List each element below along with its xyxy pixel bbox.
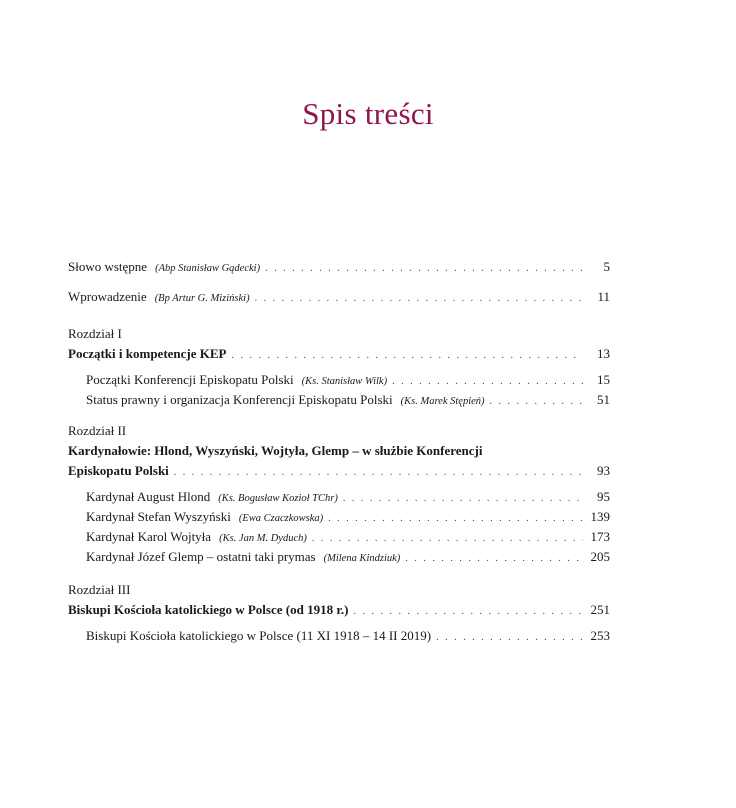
toc-entry-slowo-wstepne[interactable] <box>68 257 610 277</box>
chapter-label: Rozdział II <box>68 423 127 438</box>
dot-leader <box>328 509 583 529</box>
chapter-page-number: 93 <box>597 463 610 478</box>
entry-page-number: 139 <box>590 509 610 524</box>
dot-leader <box>343 489 583 509</box>
dot-leader <box>265 259 583 279</box>
dot-leader <box>255 289 583 309</box>
toc-chapter-2[interactable] <box>68 461 610 481</box>
entry-title: Kardynał Józef Glemp – ostatni taki prymas <box>86 549 316 564</box>
entry-title: Kardynał August Hlond <box>86 489 211 504</box>
entry-page-number: 51 <box>597 392 610 407</box>
toc-chapter-1[interactable] <box>68 344 610 364</box>
chapter-title: Biskupi Kościoła katolickiego w Polsce (od 1918 r.) <box>68 602 349 617</box>
chapter-label: Rozdział III <box>68 582 131 597</box>
entry-author: (Ks. Jan M. Dyduch) <box>219 533 307 544</box>
entry-title: Kardynał Stefan Wyszyński <box>86 509 231 524</box>
entry-title: Początki Konferencji Episkopatu Polski <box>86 372 294 387</box>
dot-leader <box>174 463 583 483</box>
entry-page-number: 205 <box>590 549 610 564</box>
dot-leader <box>436 628 583 648</box>
dot-leader <box>232 346 584 366</box>
entry-title: Biskupi Kościoła katolickiego w Polsce (11 XI 1918 – 14 II 2019) <box>86 628 432 643</box>
entry-author: (Abp Stanisław Gądecki) <box>155 263 261 274</box>
entry-title: Status prawny i organizacja Konferencji Episkopatu Polski <box>86 392 393 407</box>
toc-subentry[interactable] <box>68 626 610 646</box>
entry-title: Słowo wstępne <box>68 259 148 274</box>
chapter-title-line[interactable]: Kardynałowie: Hlond, Wyszyński, Wojtyła, Glemp – w służbie Konferencji <box>68 443 483 458</box>
entry-page-number: 253 <box>590 628 610 643</box>
dot-leader <box>405 549 583 569</box>
toc-subentry[interactable] <box>68 507 610 527</box>
entry-author: (Bp Artur G. Miziński) <box>154 293 250 304</box>
chapter-page-number: 251 <box>590 602 610 617</box>
entry-page-number: 11 <box>597 289 610 304</box>
toc-subentry[interactable] <box>68 487 610 507</box>
entry-page-number: 95 <box>597 489 610 504</box>
dot-leader <box>392 372 583 392</box>
table-of-contents <box>68 257 610 646</box>
toc-subentry[interactable] <box>68 390 610 410</box>
entry-page-number: 173 <box>590 529 610 544</box>
dot-leader <box>490 392 583 412</box>
toc-entry-wprowadzenie[interactable] <box>68 287 610 307</box>
chapter-title: Początki i kompetencje KEP <box>68 346 227 361</box>
entry-page-number: 15 <box>597 372 610 387</box>
dot-leader <box>353 602 583 622</box>
entry-author: (Ks. Stanisław Wilk) <box>301 376 388 387</box>
toc-subentry[interactable] <box>68 527 610 547</box>
entry-title: Wprowadzenie <box>68 289 147 304</box>
entry-author: (Ks. Bogusław Kozioł TChr) <box>218 493 338 504</box>
chapter-page-number: 13 <box>597 346 610 361</box>
toc-subentry[interactable] <box>68 547 610 567</box>
entry-author: (Ks. Marek Stępień) <box>400 396 485 407</box>
chapter-title: Episkopatu Polski <box>68 463 169 478</box>
dot-leader <box>312 529 583 549</box>
entry-author: (Ewa Czaczkowska) <box>238 513 324 524</box>
entry-title: Kardynał Karol Wojtyła <box>86 529 212 544</box>
chapter-label: Rozdział I <box>68 326 122 341</box>
toc-subentry[interactable] <box>68 370 610 390</box>
toc-chapter-3[interactable] <box>68 600 610 620</box>
page-title: Spis treści <box>302 96 434 131</box>
entry-page-number: 5 <box>603 259 610 274</box>
entry-author: (Milena Kindziuk) <box>323 553 401 564</box>
